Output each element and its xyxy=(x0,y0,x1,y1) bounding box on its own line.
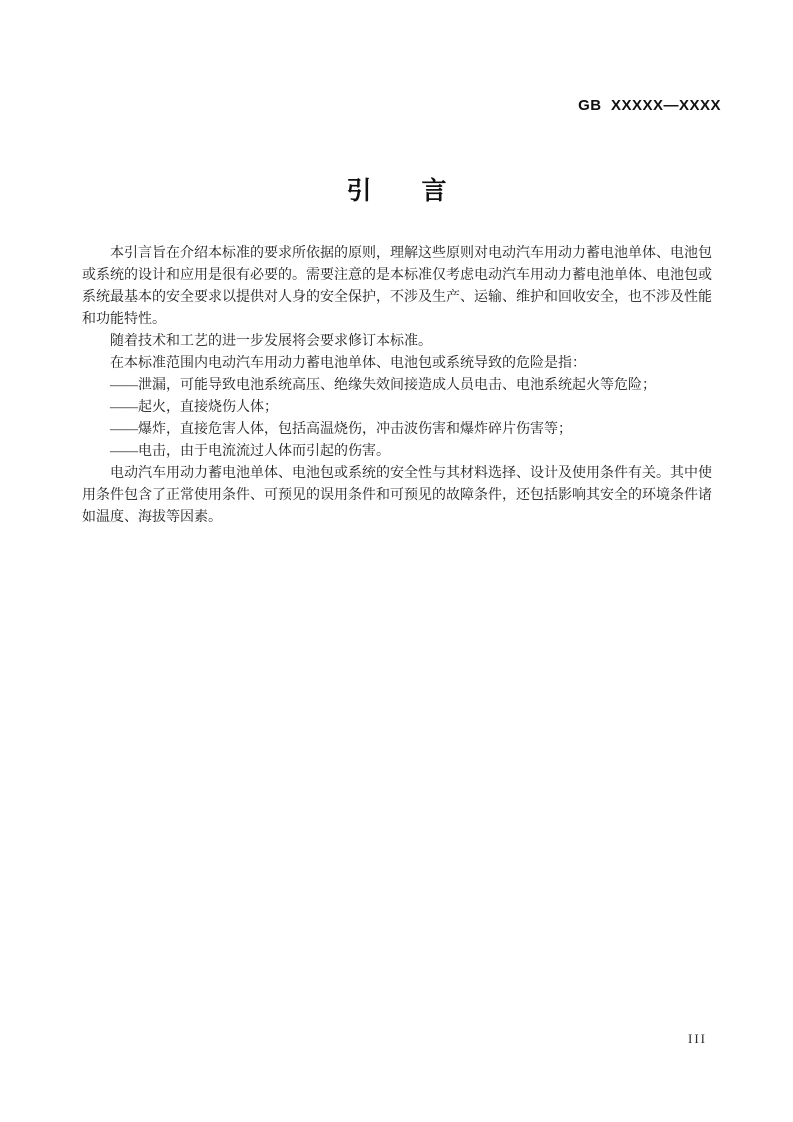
closing-paragraph: 电动汽车用动力蓄电池单体、电池包或系统的安全性与其材料选择、设计及使用条件有关。其中使用条件包含了正常使用条件、可预见的误用条件和可预见的故障条件，还包括影响其安全的环境条件诸如温度、海拔等因素。 xyxy=(82,466,712,525)
hazard-list-item: ——起火，直接烧伤人体； xyxy=(110,400,278,415)
document-body xyxy=(82,243,712,529)
intro-paragraph: 随着技术和工艺的进一步发展将会要求修订本标准。 xyxy=(110,334,432,349)
page-number: III xyxy=(688,1031,707,1046)
standard-code-header: GB XXXXX—XXXX xyxy=(578,97,721,114)
intro-paragraph: 在本标准范围内电动汽车用动力蓄电池单体、电池包或系统导致的危险是指： xyxy=(110,356,586,371)
section-title: 引 言 xyxy=(346,177,447,205)
hazard-list-item: ——电击，由于电流流过人体而引起的伤害。 xyxy=(110,444,390,459)
hazard-list-item: ——泄漏，可能导致电池系统高压、绝缘失效间接造成人员电击、电池系统起火等危险； xyxy=(110,378,656,393)
hazard-list-item: ——爆炸，直接危害人体，包括高温烧伤，冲击波伤害和爆炸碎片伤害等； xyxy=(110,422,572,437)
intro-paragraph: 本引言旨在介绍本标准的要求所依据的原则，理解这些原则对电动汽车用动力蓄电池单体、电池包或系统的设计和应用是很有必要的。需要注意的是本标准仅考虑电动汽车用动力蓄电池单体、电池包或系统最基本的安全要求以提供对人身的安全保护，不涉及生产、运输、维护和回收安全，也不涉及性能和功能特性。 xyxy=(82,246,712,327)
